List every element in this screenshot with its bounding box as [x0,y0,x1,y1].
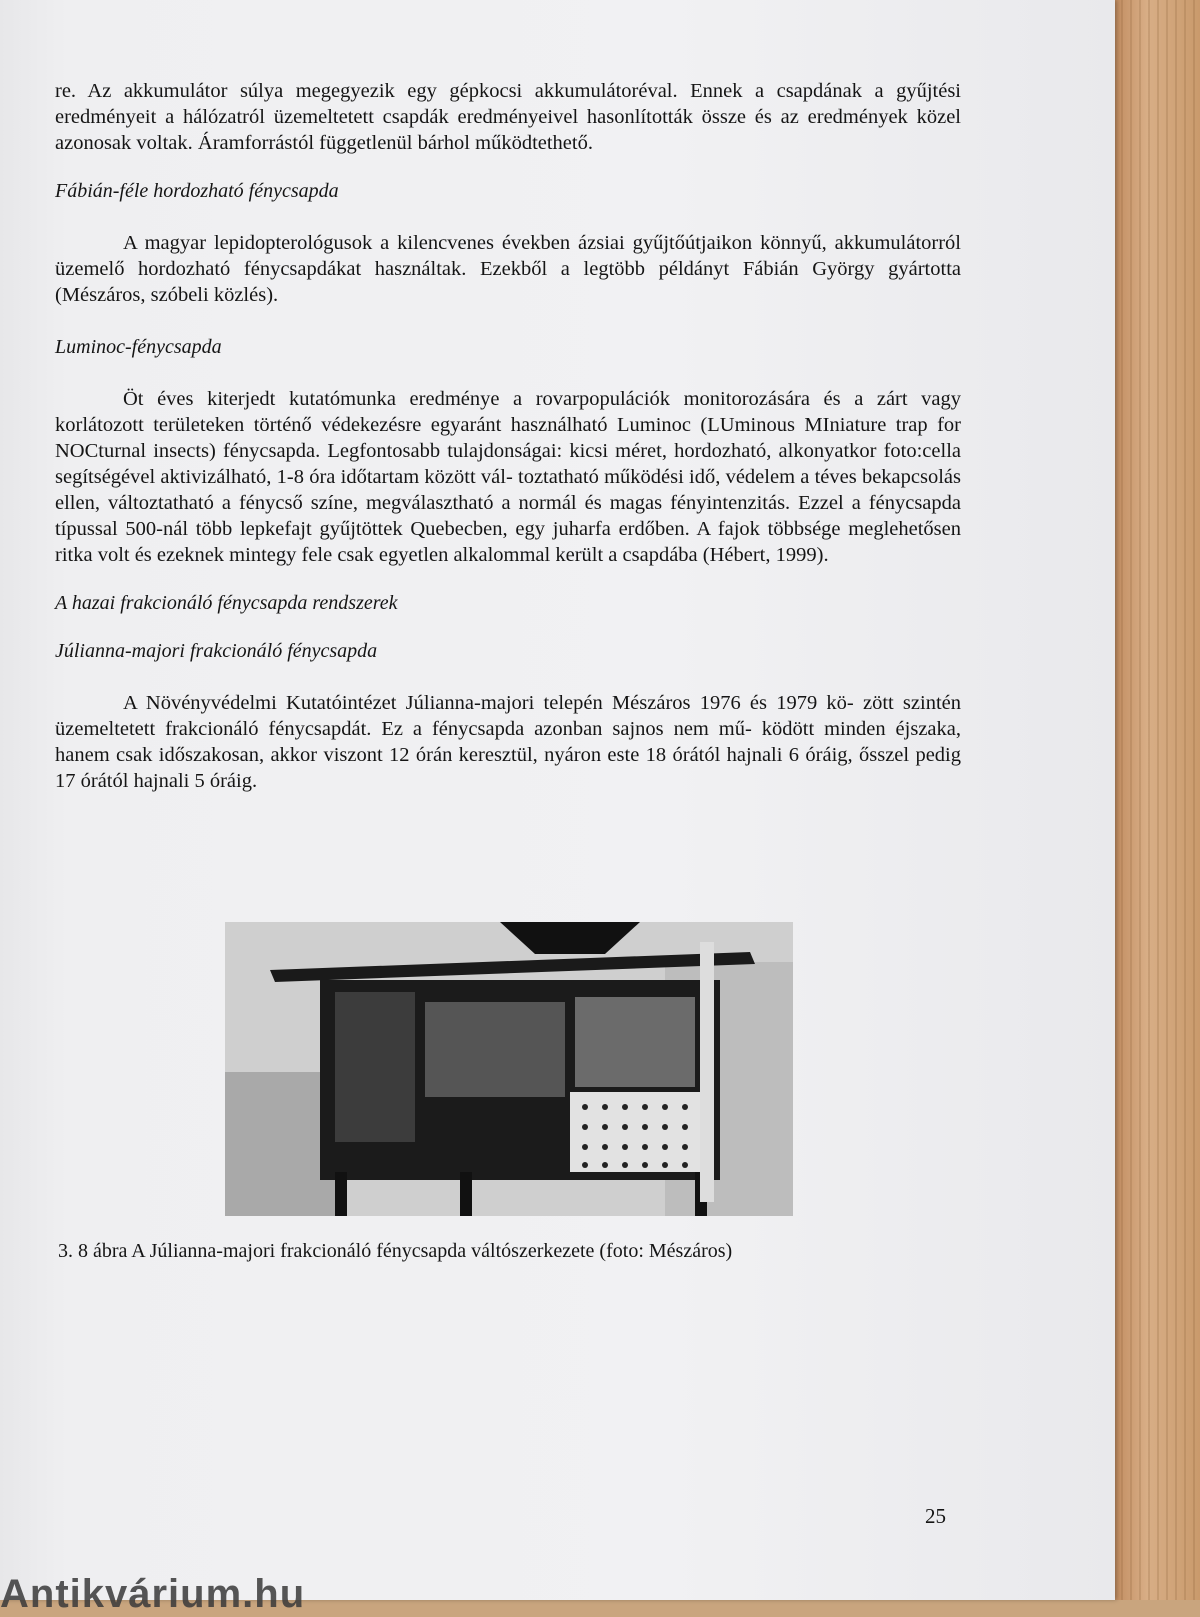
heading-domestic-systems: A hazai frakcionáló fénycsapda rendszerek [55,592,398,614]
wooden-table-background [1112,0,1200,1600]
page-number: 25 [925,1504,946,1528]
heading-julianna-major-trap: Júlianna-majori frakcionáló fénycsapda [55,640,378,662]
heading-fabian-trap: Fábián-féle hordozható fénycsapda [55,180,339,202]
page-body [55,78,961,794]
paragraph-fabian-trap: A magyar lepidopterológusok a kilencvenes években ázsiai gyűjtőútjaikon könnyű, akkumulátorról üzemelő hordozható fénycsapdákat használtak. Ezekből a legtöbb példányt Fábián György gyártotta (Mészáros, szóbeli közlés). [55,232,961,306]
heading-luminoc-trap: Luminoc-fénycsapda [55,336,222,358]
paragraph-julianna-major-trap: A Növényvédelmi Kutatóintézet Júlianna-majori telepén Mészáros 1976 és 1979 kö- zött szintén üzemeltetett frakcionáló fénycsapdát. Ez a fénycsapda azonban sajnos nem mű- ködött minden éjszaka, hanem csak időszakosan, akkor viszont 12 órán keresztül, nyáron este 18 órától hajnali 6 óráig, ősszel pedig 17 órától hajnali 5 óráig. [55,692,961,792]
watermark: Antikvárium.hu [0,1572,306,1616]
light-trap-photo-illustration [225,922,793,1216]
paragraph-luminoc-trap: Öt éves kiterjedt kutatómunka eredménye a rovarpopulációk monitorozására és a zárt vagy korlátozott területeken történő védekezésre egyaránt használható Luminoc (LUminous MIniature trap for NOCturnal insects) fénycsapda. Legfontosabb tulajdonságai: kicsi méret, hordozható, alkonyatkor foto:cella segítségével aktivizálható, 1-8 óra időtartam között vál- toztatható működési idő, védelem a téves bekapcsolás ellen, változtatható a fénycső színe, megválasztható a normál és magas fényintenzitás. Ezzel a fénycsapda típussal 500-nál több lepkefajt gyűjtöttek Quebecben, egy juharfa erdőben. A fajok többsége meglehetősen ritka volt és ezeknek mintegy fele csak egyetlen alkalommal került a csapdába (Hébert, 1999). [55,388,961,566]
paragraph-accumulator: re. Az akkumulátor súlya megegyezik egy gépkocsi akkumulátoréval. Ennek a csapdának a gyűjtési eredményeit a hálózatról üzemeltetett csapdák eredményeivel hasonlították össze és az eredmények közel azonosak voltak. Áramforrástól függetlenül bárhol működtethető. [55,80,961,154]
figure-photo [225,922,793,1216]
figure-caption: 3. 8 ábra A Júlianna-majori frakcionáló fénycsapda váltószerkezete (foto: Mészáros) [58,1240,733,1262]
